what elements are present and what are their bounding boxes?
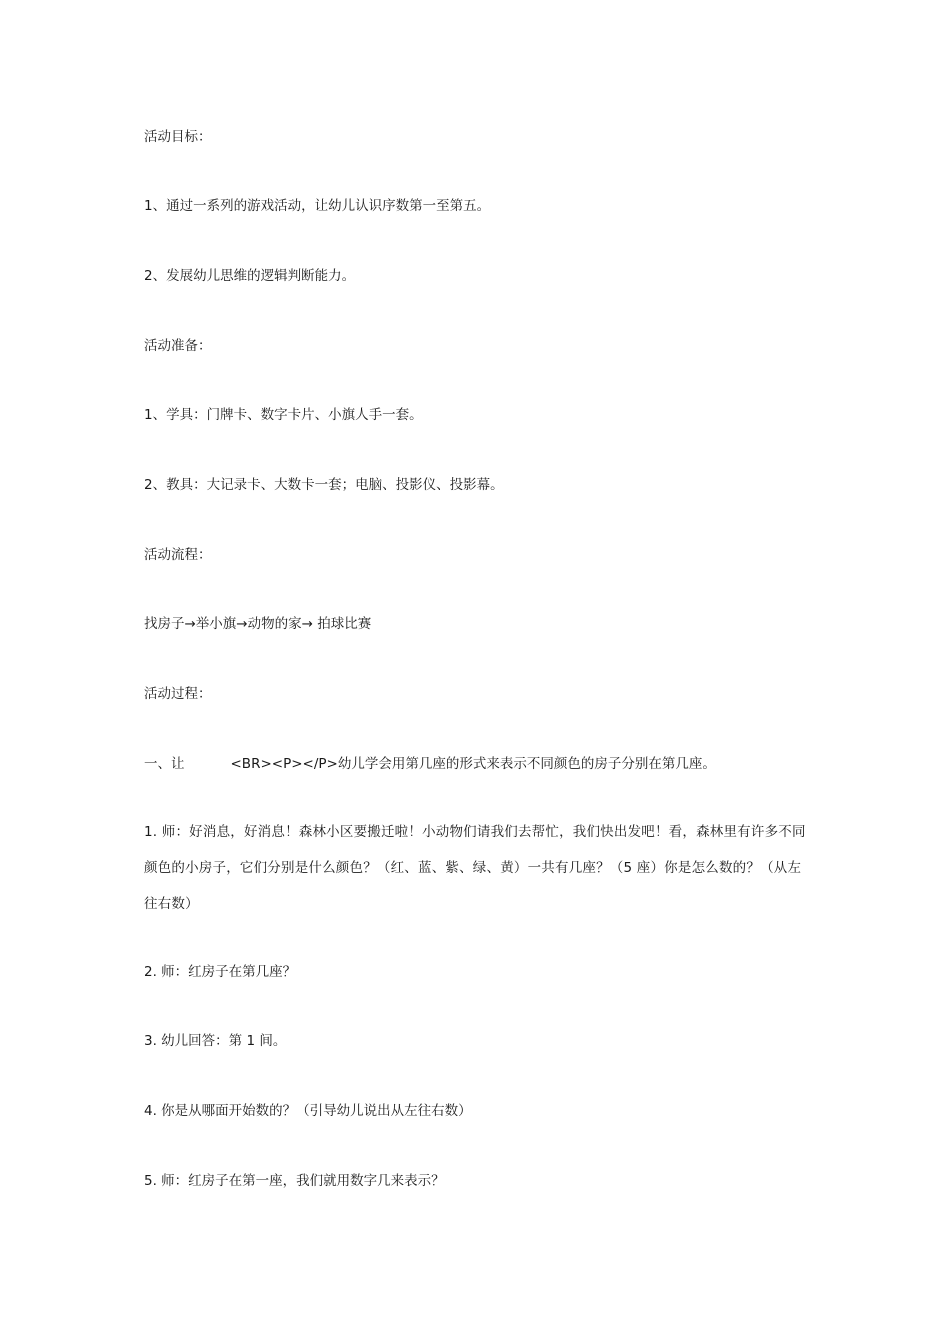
process-item-3: 3. 幼儿回答：第 1 间。 [144, 1033, 287, 1049]
step-one-text: <BR><P></P>幼儿学会用第几座的形式来表示不同颜色的房子分别在第几座。 [230, 756, 716, 772]
step-one [144, 754, 716, 774]
process-item-4: 4. 你是从哪面开始数的？（引导幼儿说出从左往右数） [144, 1103, 472, 1119]
process-item-2: 2. 师：红房子在第几座？ [144, 964, 297, 980]
flow-text: 找房子→举小旗→动物的家→ 拍球比赛 [144, 616, 372, 632]
prep-item-2: 2、教具：大记录卡、大数卡一套；电脑、投影仪、投影幕。 [144, 477, 504, 493]
goal-item-2: 2、发展幼儿思维的逻辑判断能力。 [144, 268, 356, 284]
step-one-prefix: 一、让 [144, 756, 185, 772]
process-item-1: 1. 师：好消息，好消息！森林小区要搬迁啦！小动物们请我们去帮忙，我们快出发吧！看，森林里有许多不同颜色的小房子，它们分别是什么颜色？（红、蓝、紫、绿、黄）一共有几座？（5 座）你是怎么数的？（从左往右数） [144, 824, 806, 912]
process-item-5: 5. 师：红房子在第一座，我们就用数字几来表示？ [144, 1173, 445, 1189]
flow-heading: 活动流程： [144, 547, 212, 563]
goal-heading: 活动目标： [144, 129, 212, 145]
goal-item-1: 1、通过一系列的游戏活动，让幼儿认识序数第一至第五。 [144, 198, 491, 214]
prep-heading: 活动准备： [144, 338, 212, 354]
prep-item-1: 1、学具：门牌卡、数字卡片、小旗人手一套。 [144, 407, 423, 423]
process-heading: 活动过程： [144, 686, 212, 702]
